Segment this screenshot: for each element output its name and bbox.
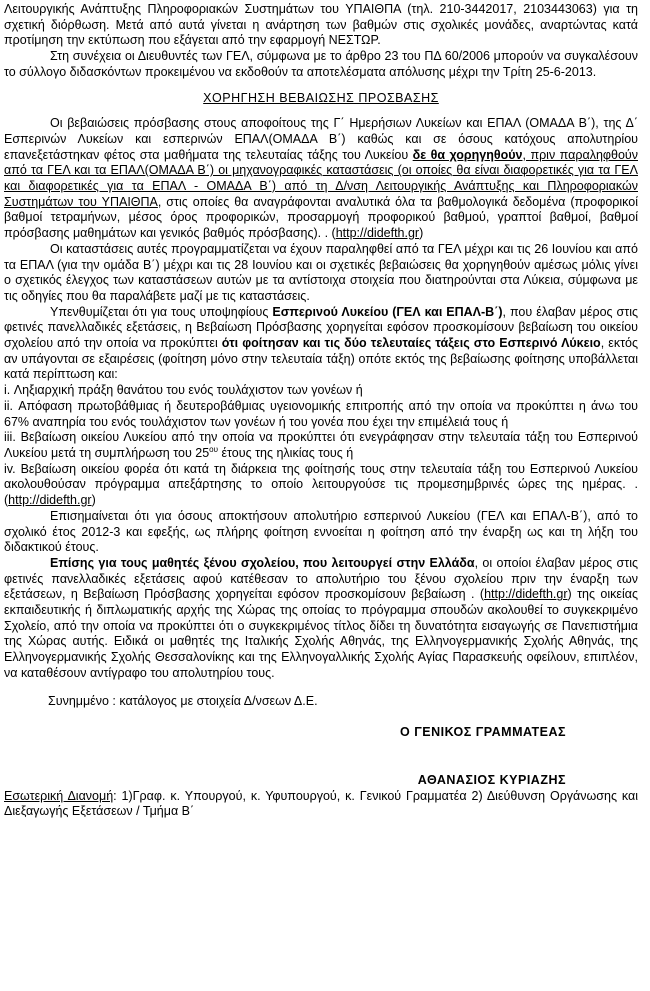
text-segment: iii. Βεβαίωση οικείου Λυκείου από την οποία να προκύπτει ότι ενεγράφησαν στην τελευταία τάξη του Εσπερινού Λυκείου μετά τη συμπλήρωση του 25 xyxy=(4,430,638,460)
internal-distribution xyxy=(4,789,638,820)
text-segment: , στις οποίες θα αναγράφονται αναλυτικά όλα τα βαθμολογικά δεδομένα (προφορικοί βαθμοί τετραμήνων, μέσος όρος προφορικών, προσαρμογή προφορικού βαθμού, γραπτοί βαθμοί, βαθμοί πρόσβασης μαθημάτων και γενικός βαθμός πρόσβασης). . ( xyxy=(4,194,638,241)
superscript-ou: ου xyxy=(209,444,218,454)
emphasis-foreign-school: Επίσης για τους μαθητές ξένου σχολείου, που λειτουργεί στην Ελλάδα xyxy=(50,555,475,570)
underlined-segment: , πριν παραληφθούν από τα ΓΕΛ και τα ΕΠΑΛ(ΟΜΑΔΑ Β΄) οι μηχανογραφικές καταστάσεις (οι οποίες θα είναι διαφορετικές για τα ΓΕΛ και διαφορετικές για τα ΕΠΑΛ - ΟΜΑΔΑ Β΄) από τη Δ/νση Λειτουργικής Ανάπτυξης και Πληροφοριακών Συστημάτων του ΥΠΑΙΘΠΑ xyxy=(4,147,638,209)
access-certificate-paragraph xyxy=(4,116,638,242)
lists-schedule-paragraph: Οι καταστάσεις αυτές προγραμματίζεται να έχουν παραληφθεί από τα ΓΕΛ μέχρι και τις 26 Ιουνίου και από τα ΕΠΑΛ (για την ομάδα Β΄) μέχρι και τις 28 Ιουνίου και οι σχετικές βεβαιώσεις θα χορηγηθούν αμέσως μόλις γίνει ο σχετικός έλεγχος των καταστάσεων αυτών με τα αντίστοιχα στοιχεία που διατηρούνται στα Λύκεια, σύμφωνα με τις οδηγίες που θα παραλάβετε μαζί με τις καταστάσεις. xyxy=(4,241,638,303)
attachment-note: Συνημμένο : κατάλογος με στοιχεία Δ/νσεων Δ.Ε. xyxy=(48,693,318,708)
text-segment: ) xyxy=(419,226,424,241)
section-heading: ΧΟΡΗΓΗΣΗ ΒΕΒΑΙΩΣΗΣ ΠΡΟΣΒΑΣΗΣ xyxy=(203,90,439,105)
text-segment: , οι οποίοι έλαβαν μέρος στις φετινές πανελλαδικές εξετάσεις αφού κατέθεσαν το απολυτήριο του ξένου σχολείου πριν την έναρξη των εξετάσεων, η Βεβαίωση Πρόσβασης χορηγείται εφόσον προσκομίσουν βεβαίωση . ( xyxy=(4,555,638,602)
full-attendance-paragraph: Επισημαίνεται ότι για όσους αποκτήσουν απολυτήριο εσπερινού Λυκείου (ΓΕΛ και ΕΠΑΛ-Β΄), από το σχολικό έτος 2012-3 και εφεξής, ως πλήρης φοίτηση εννοείται η φοίτηση από την έναρξη ως και τη λήξη του διδακτικού έτους. xyxy=(4,508,638,555)
intro-paragraph-2: Στη συνέχεια οι Διευθυντές των ΓΕΛ, σύμφωνα με το άρθρο 23 του ΠΔ 60/2006 μπορούν να συγκαλέσουν το σύλλογο διδασκόντων προκειμένου να εκδοθούν τα αποτελέσματα απόλυσης μέχρι την Τρίτη 25-6-2013. xyxy=(4,49,638,79)
distribution-text: : 1)Γραφ. κ. Υπουργού, κ. Υφυπουργού, κ. Γενικού Γραμματέα 2) Διεύθυνση Οργάνωσης και Διεξαγωγής Εξετάσεων / Τμήμα Β΄ xyxy=(4,788,638,819)
didefth-link[interactable]: http://didefth.gr xyxy=(335,226,420,241)
document-page xyxy=(4,2,638,820)
text-segment: ) της οικείας εκπαιδευτικής ή διπλωματικής αρχής της Χώρας της οποίας το πρόγραμμα σπουδών ακολουθεί το συγκεκριμένο Σχολείο, από την οποία να προκύπτει ότι ο συγκεκριμένος τίτλος δίδει τη δυνατότητα εισαγωγής σε Πανεπιστήμια της Χώρας αυτής. Ειδικά οι μαθητές της Ιταλικής Σχολής Αθηνάς, της Ελληνογερμανικής Σχολής Αθηνάς, της Ελληνογερμανικής Σχολής Θεσσαλονίκης και της Ελληνογαλλικής Σχολής Αγίας Παρασκευής οφείλουν, επιπλέον, να καταθέσουν αντίγραφο του απολυτηρίου τους. xyxy=(4,587,638,680)
distribution-label: Εσωτερική Διανομή xyxy=(4,788,114,803)
evening-lyceum-paragraph xyxy=(4,305,638,384)
emphasis-not-issued: δε θα χορηγηθούν xyxy=(412,147,523,162)
foreign-school-paragraph xyxy=(4,556,638,682)
text-segment: ) xyxy=(91,493,96,508)
text-segment: iv. Βεβαίωση οικείου φορέα ότι κατά τη διάρκεια της φοίτησής τους στην τελευταία τάξη του Εσπερινού Λυκείου ακολουθούσαν πρόγραμμα απεξάρτησης το οποίο λειτουργούσε τις προμεσημβρινές ώρες της ημέρας. . ( xyxy=(4,461,638,508)
exception-item-ii: ii. Απόφαση πρωτοβάθμιας ή δευτεροβάθμιας υγειονομικής επιτροπής από την οποία να προκύπτει η άνω του 67% αναπηρία του ενός τουλάχιστον των γονέων ή του γονέα που έχει την επιμέλειά τους ή xyxy=(4,398,638,429)
emphasis-two-last-classes: ότι φοίτησαν και τις δύο τελευταίες τάξεις στο Εσπερινό Λύκειο xyxy=(221,336,601,351)
text-segment: Οι βεβαιώσεις πρόσβασης στους αποφοίτους της Γ΄ Ημερήσιων Λυκείων και ΕΠΑΛ (ΟΜΑΔΑ Β΄), της Δ΄ Εσπερινών Λυκείων και εσπερινών ΕΠΑΛ(ΟΜΑΔΑ Β΄) καθώς και σε όσους κατόχους απολυτηρίου επανεξετάστηκαν φέτος στα μαθήματα της τελευταίας τάξης του Λυκείου xyxy=(4,116,638,162)
exception-item-iii xyxy=(4,430,638,461)
exception-item-iv xyxy=(4,462,638,509)
exception-item-i: i. Ληξιαρχική πράξη θανάτου του ενός τουλάχιστον των γονέων ή xyxy=(4,383,363,398)
didefth-link[interactable]: http://didefth.gr xyxy=(8,493,92,508)
signatory-name: ΑΘΑΝΑΣΙΟΣ ΚΥΡΙΑΖΗΣ xyxy=(417,772,566,787)
text-segment: , εκτός αν υπάγονται σε εξαιρέσεις (φοίτηση μόνο στην τελευταία τάξη) οπότε εκτός της βεβαίωσης φοίτησης υποβάλλεται κατά περίπτωση και: xyxy=(4,336,638,382)
emphasis-evening-lyceum: Εσπερινού Λυκείου (ΓΕΛ και ΕΠΑΛ-Β΄) xyxy=(272,304,503,319)
signatory-title: Ο ΓΕΝΙΚΟΣ ΓΡΑΜΜΑΤΕΑΣ xyxy=(400,725,566,740)
text-segment: Υπενθυμίζεται ότι για τους υποψηφίους xyxy=(50,304,273,319)
text-segment: έτους της ηλικίας τους ή xyxy=(218,445,354,460)
didefth-link[interactable]: http://didefth.gr xyxy=(484,587,568,602)
intro-paragraph-1: Λειτουργικής Ανάπτυξης Πληροφοριακών Συστημάτων του ΥΠΑΙΘΠΑ (τηλ. 210-3442017, 2103443063) για τη σχετική διόρθωση. Μετά από αυτά γίνεται η ανάρτηση των βαθμών στις σχολικές μονάδες, αναρτώντας κατά προτίμηση την εκτύπωση που εξάγεται από την εφαρμογή ΝΕΣΤΩΡ. xyxy=(4,2,638,48)
text-segment: , που έλαβαν μέρος στις φετινές πανελλαδικές εξετάσεις, η Βεβαίωση Πρόσβασης χορηγείται εφόσον προσκομίσουν βεβαίωση του οικείου σχολείου από την οποία να προκύπτει xyxy=(4,304,638,351)
